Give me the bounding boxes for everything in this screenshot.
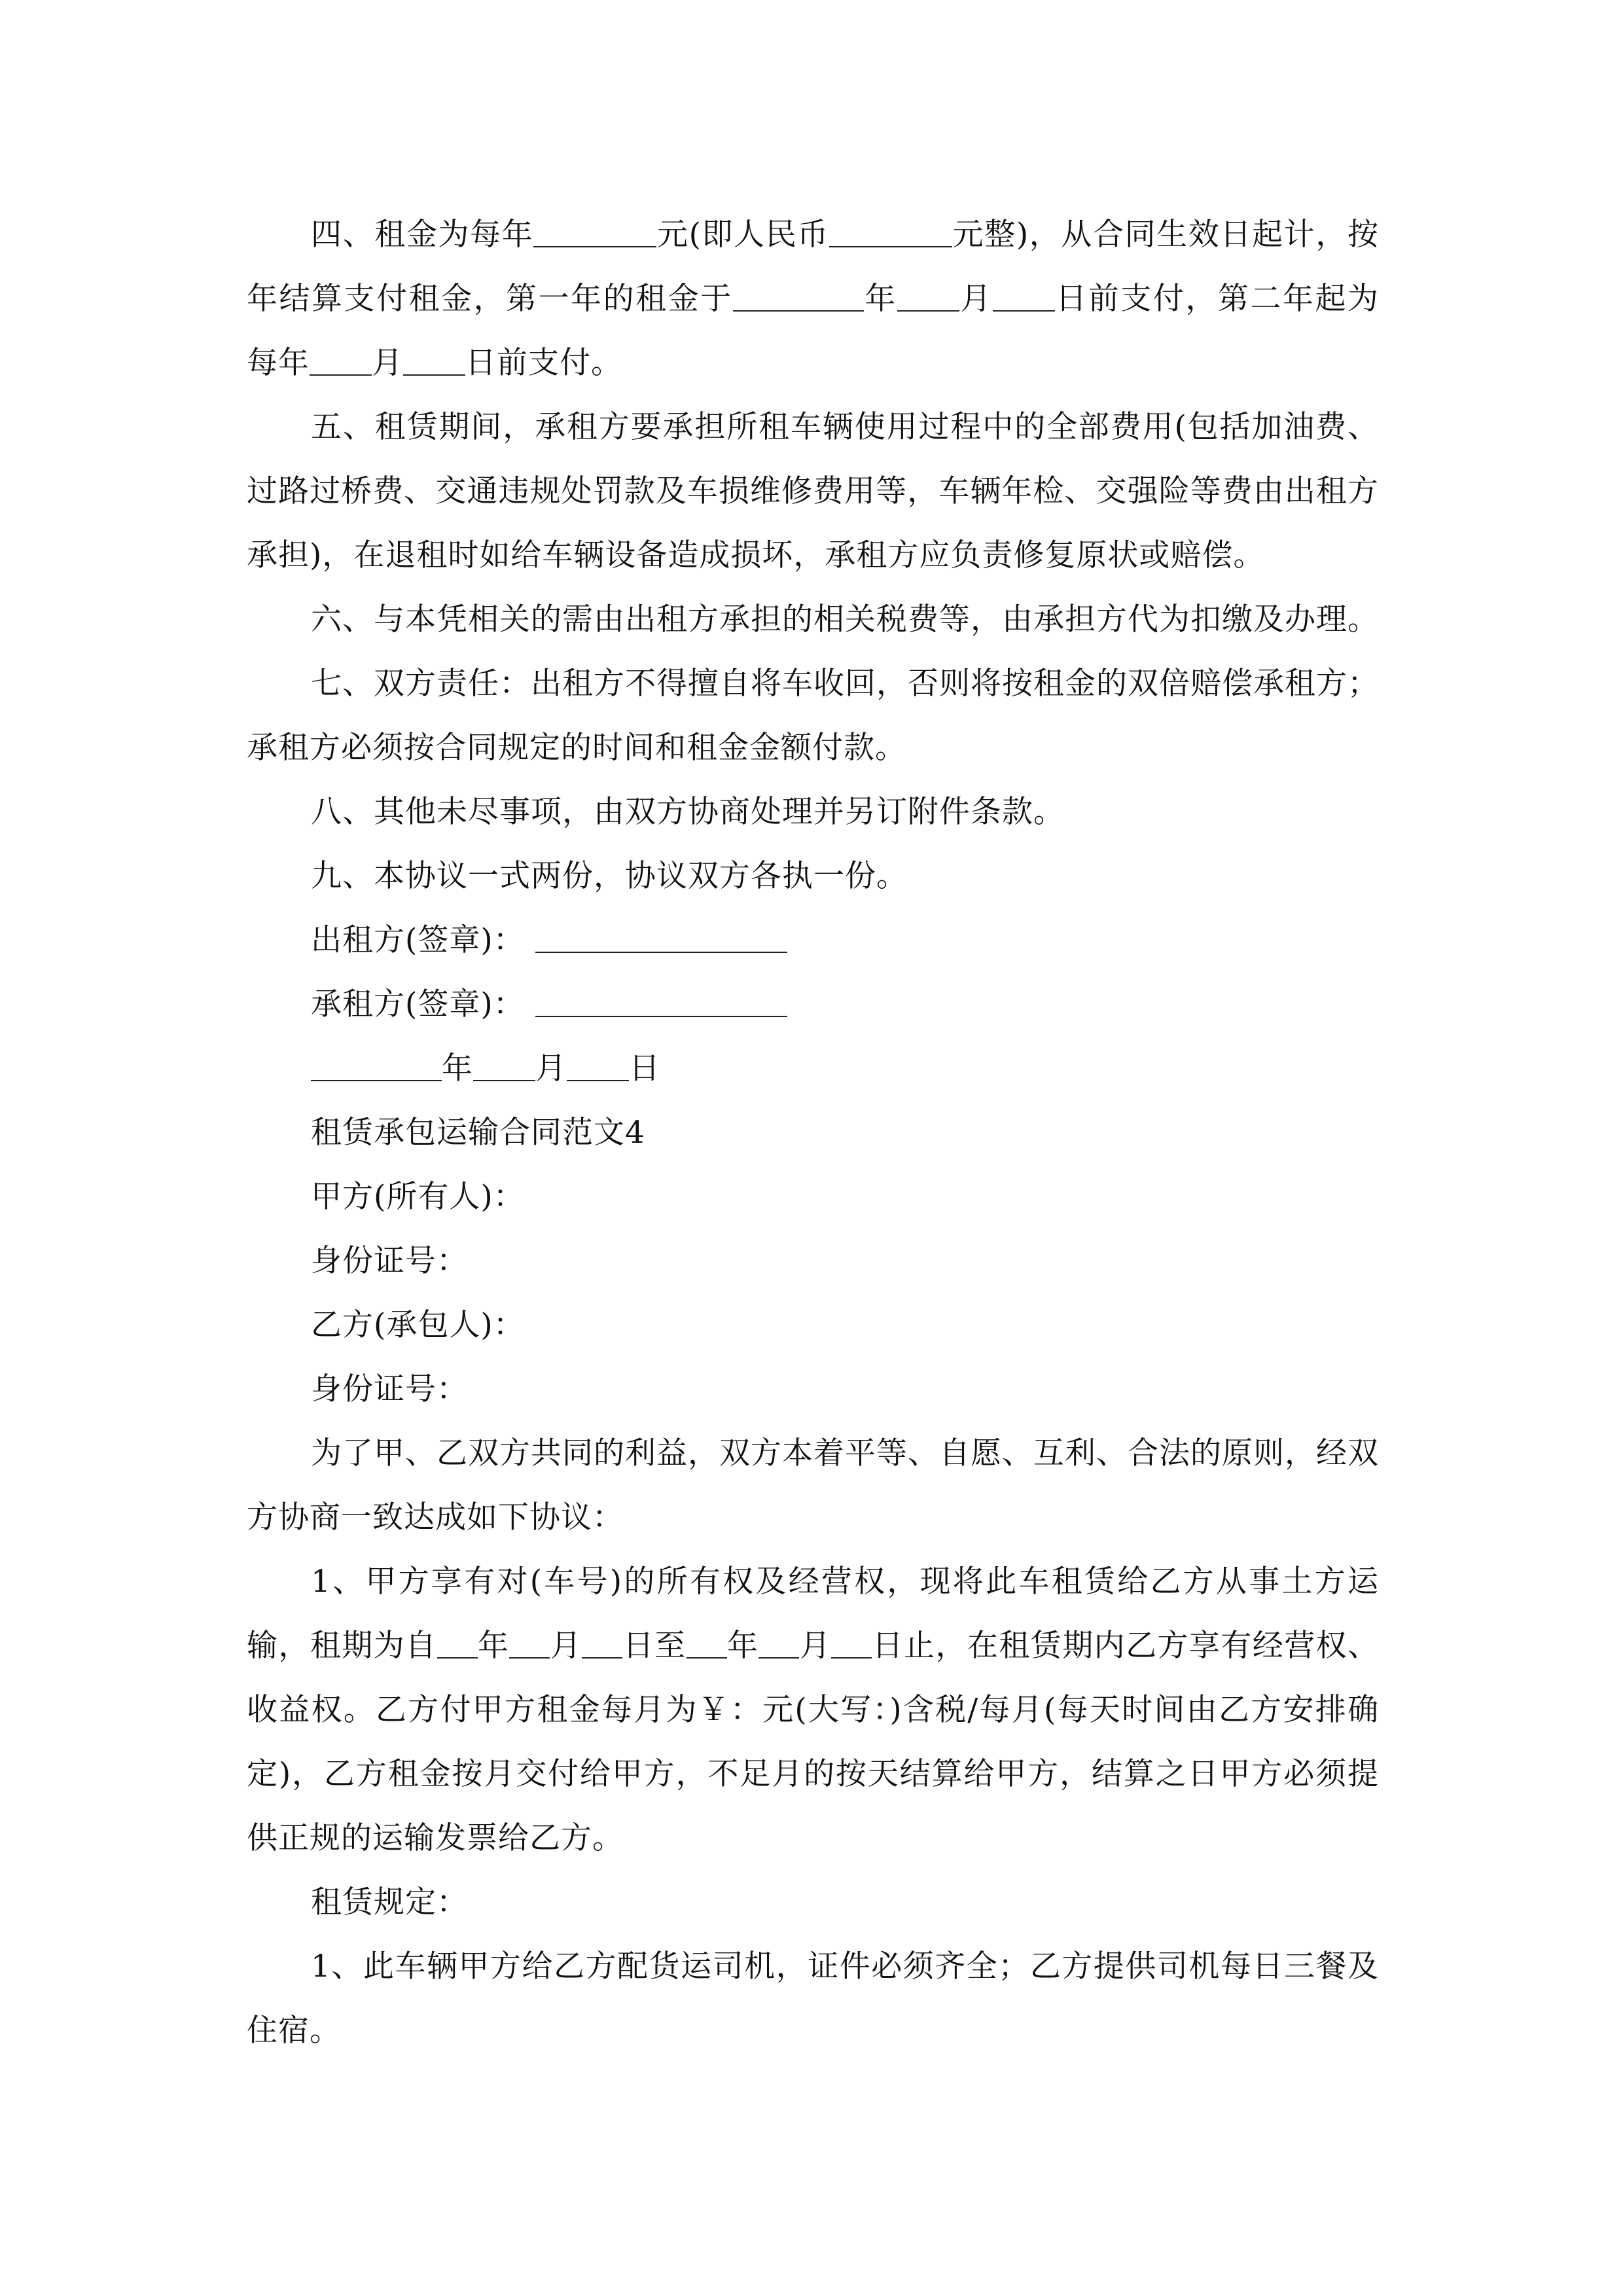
party-a: 甲方(所有人)： [311, 1179, 525, 1215]
clause-4-text: 日前支付，第二年起为每年 [247, 281, 1380, 381]
blank-day [403, 344, 465, 376]
lessee-signature-line [535, 985, 787, 1017]
blank-annual-rent [533, 215, 656, 247]
lessor-signature-label: 出租方(签章)： [311, 922, 525, 958]
lessor-signature [247, 908, 1379, 973]
clause-4 [247, 203, 1379, 395]
clause-4-text: 四、租金为每年 [311, 217, 534, 253]
signature-date [247, 1037, 1379, 1101]
contract-4-title: 租赁承包运输合同范文4 [311, 1115, 645, 1151]
item-1-text: 1、甲方享有对(车号)的所有权及经营权，现将此车租赁给乙方从事土方运输，租期为自 [247, 1564, 1379, 1664]
blank-end-day [831, 1626, 872, 1659]
item-1-text: 年 [477, 1628, 510, 1664]
year-label: 年 [442, 1050, 473, 1086]
blank-day [567, 1049, 629, 1081]
clause-6: 六、与本凭相关的需由出租方承担的相关税费等，由承担方代为扣缴及办理。 [311, 601, 1379, 637]
lessee-signature-label: 承租方(签章)： [311, 986, 525, 1022]
party-b: 乙方(承包人)： [311, 1307, 525, 1343]
clause-8: 八、其他未尽事项，由双方协商处理并另订附件条款。 [311, 794, 1065, 830]
clause-4-text: 年 [863, 281, 897, 317]
blank-month [310, 344, 372, 376]
blank-month [473, 1049, 535, 1081]
clause-5: 五、租赁期间，承租方要承担所租车辆使用过程中的全部费用(包括加油费、过路过桥费、交通违规处罚款及车损维修费用等，车辆年检、交强险等费由出租方承担)，在退租时如给车辆设备造成损坏，承租方应负责修复原状或赔偿。 [247, 409, 1379, 573]
clause-4-text: 月 [372, 345, 403, 381]
blank-start-month [509, 1626, 550, 1659]
month-label: 月 [535, 1050, 567, 1086]
clause-4-text: 元整)，从合同生效日起计，按年结算支付租金，第一年的租金于 [247, 217, 1379, 317]
contract-4-intro: 为了甲、乙双方共同的利益，双方本着平等、自愿、互利、合法的原则，经双方协商一致达成如下协议： [247, 1435, 1379, 1535]
item-1-text: 月 [799, 1628, 832, 1664]
party-a-id: 身份证号： [311, 1243, 468, 1279]
blank-end-month [758, 1626, 799, 1659]
day-label: 日 [629, 1050, 660, 1086]
clause-9: 九、本协议一式两份，协议双方各执一份。 [311, 858, 908, 894]
blank-day [993, 279, 1055, 312]
lessee-signature [247, 973, 1379, 1037]
rule-1: 1、此车辆甲方给乙方配货运司机，证件必须齐全；乙方提供司机每日三餐及住宿。 [247, 1948, 1379, 2049]
rules-title: 租赁规定： [311, 1884, 468, 1920]
item-1-text: 月 [550, 1628, 582, 1664]
blank-month [897, 279, 959, 312]
clause-4-text: 月 [959, 281, 993, 317]
clause-7: 七、双方责任：出租方不得擅自将车收回，否则将按租金的双倍赔偿承租方；承租方必须按合同规定的时间和租金金额付款。 [247, 666, 1379, 766]
item-1-text: 年 [726, 1628, 759, 1664]
blank-start-year [437, 1626, 478, 1659]
document-body [247, 203, 1379, 2063]
blank-year [733, 279, 864, 312]
blank-year [311, 1049, 442, 1081]
clause-4-text: 元(即人民币 [656, 217, 829, 253]
blank-end-year [687, 1626, 727, 1659]
blank-rent-rmb [829, 215, 952, 247]
lessor-signature-line [535, 921, 787, 953]
item-1-text: 日止，在租赁期内乙方享有经营权、收益权。乙方付甲方租金每月为￥：元(大写：)含税/每月(每天时间由乙方安排确定)，乙方租金按月交付给甲方，不足月的按天结算给甲方，结算之日甲方必须提供正规的运输发票给乙方。 [247, 1628, 1380, 1856]
clause-4-text: 日前支付。 [465, 345, 622, 381]
item-1-text: 日至 [622, 1628, 687, 1664]
blank-start-day [582, 1626, 622, 1659]
party-b-id: 身份证号： [311, 1371, 468, 1407]
contract-4-item-1 [247, 1550, 1379, 1871]
